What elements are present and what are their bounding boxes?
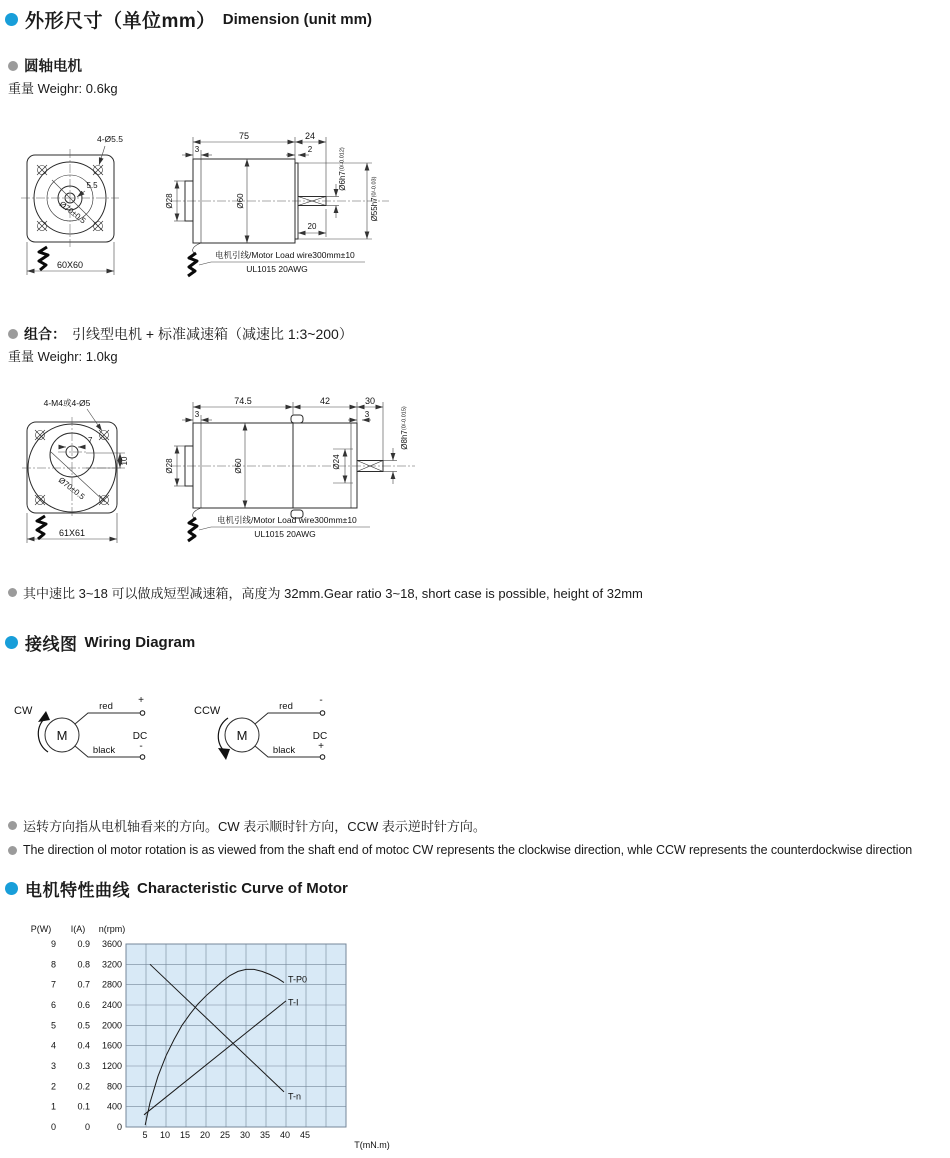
gray-bullet-icon [8,588,17,597]
terminal-icon [320,711,325,716]
y-tick-label: 5 [50,1020,56,1031]
dim-7 [59,436,93,447]
dimension-title-en: Dimension (unit mm) [222,11,372,28]
holes-label: 4-Ø5.5 [97,134,123,144]
dc-supply-label: DC [132,731,148,742]
pilot-dia-label: Ø70±0.5 [57,199,88,226]
x-tick-label: 25 [219,1130,231,1140]
series-label-T-I: T-I [288,997,299,1008]
body-dia-label: Ø60 [234,458,243,474]
round-motor-heading-label: 圆轴电机 [24,59,82,75]
dim-shaft-dia [383,406,409,484]
wiring-section-heading [5,630,195,655]
dimension-title-zh: 外形尺寸（单位mm） [25,11,216,32]
lead-wire-sketch [188,253,197,276]
x-tick-label: 15 [179,1130,191,1140]
gear-ratio-note [8,583,643,602]
output-shaft [298,197,326,206]
shaft-dia-label [338,147,347,191]
shaft-dia-value: Ø8h7 [400,430,409,450]
round-motor-heading [8,55,82,76]
red-wire [75,713,140,724]
positive-terminal-label: + [318,741,324,752]
series-label-T-n: T-n [288,1091,302,1102]
dim-2-label: 2 [307,145,313,154]
frame-size-label: 60X60 [56,260,84,270]
x-tick-label: 10 [159,1130,171,1140]
dim-7-label: 7 [88,436,93,445]
y-tick-label: 2800 [101,979,122,990]
negative-terminal-label: - [139,741,143,752]
flange-dia-tol: (0/-0.03) [371,176,378,198]
wire-label: 电机引线/Motor Load wire300mm±10 [215,250,355,260]
y-tick-label: 9 [50,939,56,949]
boss-dia-label: Ø28 [165,193,174,209]
y-tick-label: 8 [50,959,56,970]
combo-weight: 重量 Weighr: 1.0kg [8,349,118,364]
gray-bullet-icon [8,821,17,830]
y-tick-label: 0.4 [77,1040,90,1051]
body-length-label: 75 [238,131,250,141]
y-tick-label: 0.1 [77,1101,90,1112]
gray-bullet-icon [8,846,17,855]
ccw-circuit [194,695,327,760]
x-tick-label: 45 [299,1130,311,1140]
cw-direction-label: CW [14,705,33,717]
dim-3-right-label: 3 [364,410,370,419]
y-tick-label: 3200 [101,959,122,970]
y-tick-label: 0 [116,1122,122,1132]
blue-bullet-icon [5,882,18,895]
lead-wire-sketch [39,247,48,270]
dim-shaft-dia [326,147,347,218]
shaft-length-label: 20 [307,222,317,231]
red-wire [255,713,320,724]
rotation-arrow-head-icon [38,711,50,722]
key-leader [77,191,85,197]
wiring-title-en: Wiring Diagram [84,634,196,651]
combo-side-view [165,396,415,541]
dc-supply-label: DC [312,731,328,742]
shaft-dia-tol: (0/-0.015) [401,406,408,431]
y-tick-label: 1600 [101,1040,122,1051]
rotation-note-en [8,843,912,857]
dim-3-label: 3 [194,145,200,154]
shaft-section-label: 24 [304,131,316,141]
x-tick-label: 35 [259,1130,271,1140]
y-tick-label: 0.3 [77,1061,90,1071]
y-tick-label: 0.6 [77,1000,90,1010]
motor-letter: M [56,728,68,743]
y-tick-label: 2400 [101,1000,122,1010]
y-tick-label: 6 [50,1000,56,1010]
terminal-icon [140,711,145,716]
positive-terminal-label: + [138,695,144,706]
y-axis-title: n(rpm) [98,924,126,934]
x-tick-label: 30 [239,1130,251,1140]
gearbox-body [293,423,357,508]
pilot-dia-label: Ø70±0.5 [56,475,87,502]
dim-3-left-label: 3 [194,410,200,419]
key-dim-label: 5.5 [86,181,98,190]
wire-spec-label: UL1015 20AWG [254,529,316,539]
gear-length-label: 42 [319,396,331,406]
round-motor-front-view [21,134,123,275]
combo-motor-drawing [15,390,445,555]
y-tick-label: 3 [50,1061,56,1071]
y-tick-label: 400 [106,1101,122,1112]
holes-label: 4-M4或4-Ø5 [43,398,91,408]
y-tick-label: 0.7 [77,979,90,990]
lead-wire-callout [188,243,365,276]
x-tick-label: 5 [142,1130,148,1140]
mounting-boss-top [291,415,303,423]
gray-bullet-icon [8,329,18,339]
lead-wire-sketch [37,516,46,539]
dim-lengths [182,396,383,461]
dim-shaft-length [298,209,326,237]
dim-body-dia [236,159,247,243]
flange-dia-label [370,176,379,221]
y-tick-label: 1200 [101,1061,122,1071]
y-tick-label: 2000 [101,1020,122,1031]
y-axis-title: I(A) [70,924,86,934]
shaft-length-label: 30 [364,396,376,406]
y-tick-label: 3600 [101,939,122,949]
lead-wire-callout [188,508,370,541]
terminal-icon [320,755,325,760]
round-motor-side-view [165,131,389,276]
dim-10-label: 10 [120,456,129,466]
shaft-dia-value: Ø6h7 [338,171,347,191]
motor-length-label: 74.5 [234,396,252,406]
y-tick-label: 800 [106,1081,122,1092]
combo-front-view [22,398,129,543]
y-tick-label: 7 [50,979,56,990]
flange-dia-value: Ø55h7 [370,197,379,222]
curve-title-en: Characteristic Curve of Motor [137,880,348,897]
terminal-icon [140,755,145,760]
hub-dia-label: Ø24 [332,454,341,470]
rotation-note-zh-text: 运转方向指从电机轴看来的方向。CW 表示顺时针方向，CCW 表示逆时针方向。 [23,819,486,834]
dim-body-dia [234,423,245,508]
rotation-arrow-head-icon [218,748,230,760]
blue-bullet-icon [5,13,18,26]
motor-body [193,423,293,508]
x-tick-label: 20 [199,1130,211,1140]
frame-size-label: 61X61 [58,528,86,538]
cw-circuit [14,695,147,759]
dim-10 [86,453,129,468]
gray-bullet-icon [8,61,18,71]
black-wire-label: black [272,745,296,756]
body-dia-label: Ø60 [236,193,245,209]
motor-letter: M [236,728,248,743]
y-tick-label: 0.8 [77,959,90,970]
y-tick-label: 0.9 [77,939,90,949]
wire-spec-label: UL1015 20AWG [246,264,308,274]
rotation-note-zh [8,816,486,835]
red-wire-label: red [99,701,113,712]
curve-title-zh: 电机特性曲线 [25,881,130,900]
rotation-arrow-arc [218,718,228,751]
y-tick-label: 1 [50,1101,56,1112]
y-tick-label: 2 [50,1081,56,1092]
y-tick-label: 0.5 [77,1020,90,1031]
y-tick-label: 0 [84,1122,90,1132]
wire-label: 电机引线/Motor Load wire300mm±10 [217,515,357,525]
negative-terminal-label: - [319,695,323,706]
lead-wire-sketch [188,518,197,541]
x-axis-title: T(mN.m) [354,1140,390,1150]
combo-heading-bold: 组合： [24,326,66,342]
shaft-dia-label [400,406,409,450]
combo-heading-rest: 引线型电机 + 标准减速箱（减速比 1:3~200） [72,326,353,342]
series-label-T-P0: T-P0 [288,974,308,985]
ccw-direction-label: CCW [194,705,221,717]
combo-heading [8,324,353,344]
dimension-section-heading [5,6,372,33]
y-tick-label: 0 [50,1122,56,1132]
curve-section-heading [5,876,348,901]
gear-ratio-note-text: 其中速比 3~18 可以做成短型减速箱，高度为 32mm.Gear ratio 3~18, short case is possible, height of 32mm [23,586,643,601]
characteristic-curve-chart [10,915,430,1158]
round-motor-weight: 重量 Weighr: 0.6kg [8,81,118,96]
shaft-dia-tol: (0/-0.012) [339,147,346,172]
wiring-title-zh: 接线图 [25,635,78,654]
x-tick-label: 40 [279,1130,291,1140]
wiring-diagram [0,688,380,788]
y-axis-title: P(W) [30,924,52,934]
y-tick-label: 0.2 [77,1081,90,1092]
rotation-arrow-arc [38,719,48,752]
blue-bullet-icon [5,636,18,649]
dim-lengths [182,131,326,197]
red-wire-label: red [279,701,293,712]
rotation-note-en-text: The direction ol motor rotation is as viewed from the shaft end of motoc CW represents the clockwise direction, whle CCW represents the counterdockwise direction [23,843,913,857]
y-tick-label: 4 [50,1040,56,1051]
round-motor-drawing [15,125,405,290]
black-wire-label: black [92,745,116,756]
plot-area [126,944,346,1127]
boss-dia-label: Ø28 [165,458,174,474]
